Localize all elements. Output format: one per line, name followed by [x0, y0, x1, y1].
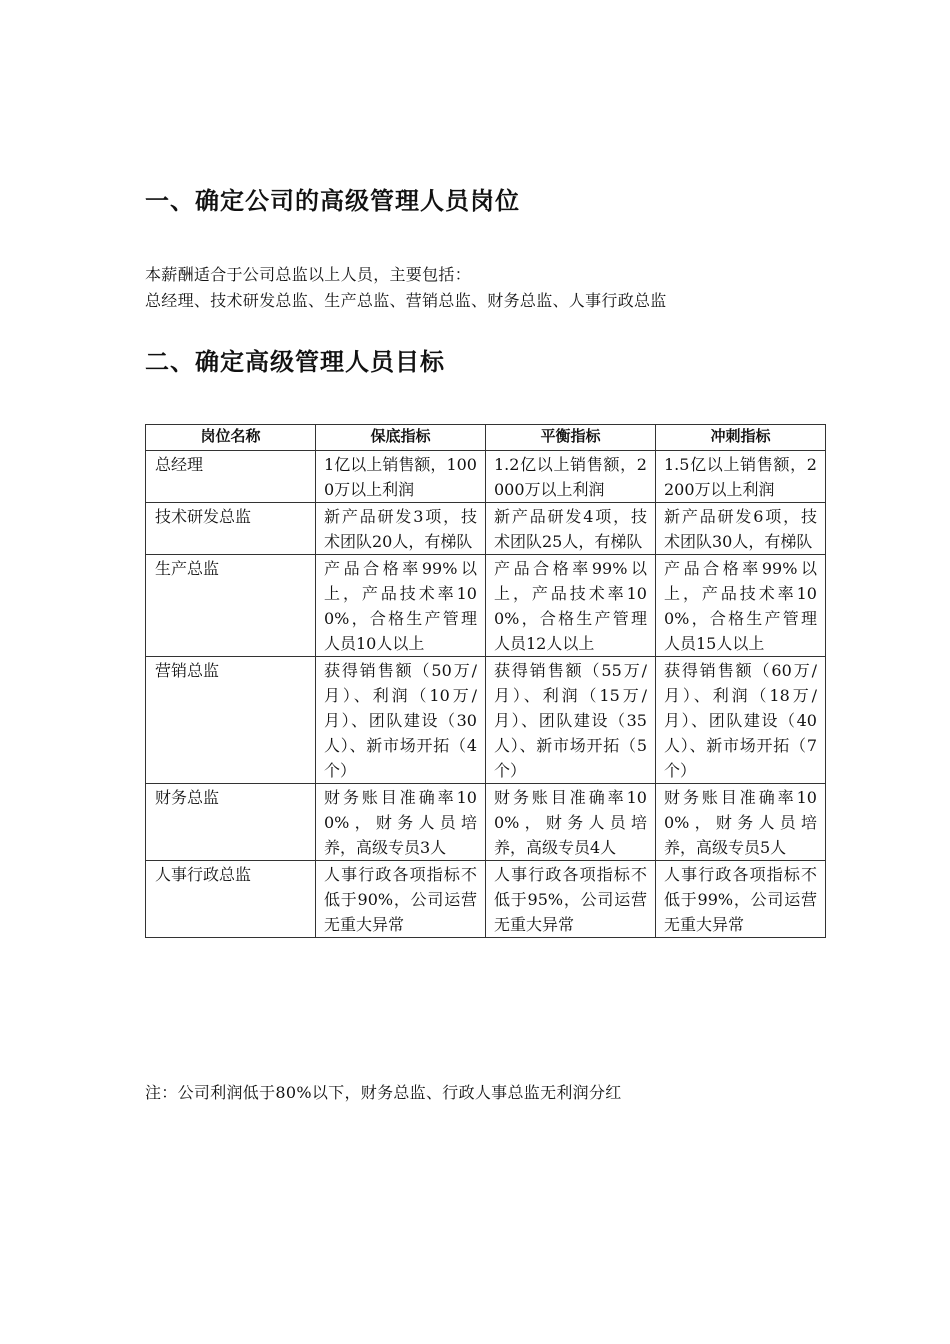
table-row: [146, 657, 826, 784]
balanced-cell: 1.2亿以上销售额，2000万以上利润: [486, 451, 656, 503]
role-cell: 财务总监: [146, 784, 316, 861]
baseline-cell: 产品合格率99%以上，产品技术率100%，合格生产管理人员10人以上: [316, 555, 486, 657]
balanced-cell: 产品合格率99%以上，产品技术率100%，合格生产管理人员12人以上: [486, 555, 656, 657]
stretch-cell: 1.5亿以上销售额，2200万以上利润: [656, 451, 826, 503]
stretch-cell: 获得销售额（60万/月）、利润（18万/月）、团队建设（40人）、新市场开拓（7个）: [656, 657, 826, 784]
balanced-cell: 财务账目准确率100%，财务人员培养，高级专员4人: [486, 784, 656, 861]
role-cell: 总经理: [146, 451, 316, 503]
stretch-cell: 财务账目准确率100%，财务人员培养，高级专员5人: [656, 784, 826, 861]
baseline-cell: 获得销售额（50万/月）、利润（10万/月）、团队建设（30人）、新市场开拓（4个）: [316, 657, 486, 784]
stretch-cell: 人事行政各项指标不低于99%，公司运营无重大异常: [656, 861, 826, 938]
intro-line-2: 总经理、技术研发总监、生产总监、营销总监、财务总监、人事行政总监: [145, 291, 667, 310]
role-cell: 人事行政总监: [146, 861, 316, 938]
baseline-cell: 新产品研发3项，技术团队20人，有梯队: [316, 503, 486, 555]
balanced-cell: 新产品研发4项，技术团队25人，有梯队: [486, 503, 656, 555]
stretch-cell: 产品合格率99%以上，产品技术率100%，合格生产管理人员15人以上: [656, 555, 826, 657]
table-header-row: [146, 425, 826, 451]
role-cell: 技术研发总监: [146, 503, 316, 555]
targets-table: [145, 424, 826, 938]
baseline-cell: 人事行政各项指标不低于90%，公司运营无重大异常: [316, 861, 486, 938]
table-row: [146, 503, 826, 555]
table-row: [146, 555, 826, 657]
header-baseline: 保底指标: [316, 425, 486, 451]
table-footnote: 注：公司利润低于80%以下，财务总监、行政人事总监无利润分红: [145, 1083, 622, 1102]
balanced-cell: 人事行政各项指标不低于95%，公司运营无重大异常: [486, 861, 656, 938]
section-2-heading: 二、确定高级管理人员目标: [145, 348, 445, 376]
role-cell: 生产总监: [146, 555, 316, 657]
table-row: [146, 861, 826, 938]
table-row: [146, 784, 826, 861]
balanced-cell: 获得销售额（55万/月）、利润（15万/月）、团队建设（35人）、新市场开拓（5个）: [486, 657, 656, 784]
header-balanced: 平衡指标: [486, 425, 656, 451]
baseline-cell: 1亿以上销售额，1000万以上利润: [316, 451, 486, 503]
table-row: [146, 451, 826, 503]
baseline-cell: 财务账目准确率100%，财务人员培养，高级专员3人: [316, 784, 486, 861]
role-cell: 营销总监: [146, 657, 316, 784]
stretch-cell: 新产品研发6项，技术团队30人，有梯队: [656, 503, 826, 555]
section-1-heading: 一、确定公司的高级管理人员岗位: [145, 187, 520, 215]
header-stretch: 冲刺指标: [656, 425, 826, 451]
intro-paragraph: [145, 262, 667, 314]
intro-line-1: 本薪酬适合于公司总监以上人员，主要包括：: [145, 265, 472, 284]
header-role: 岗位名称: [146, 425, 316, 451]
